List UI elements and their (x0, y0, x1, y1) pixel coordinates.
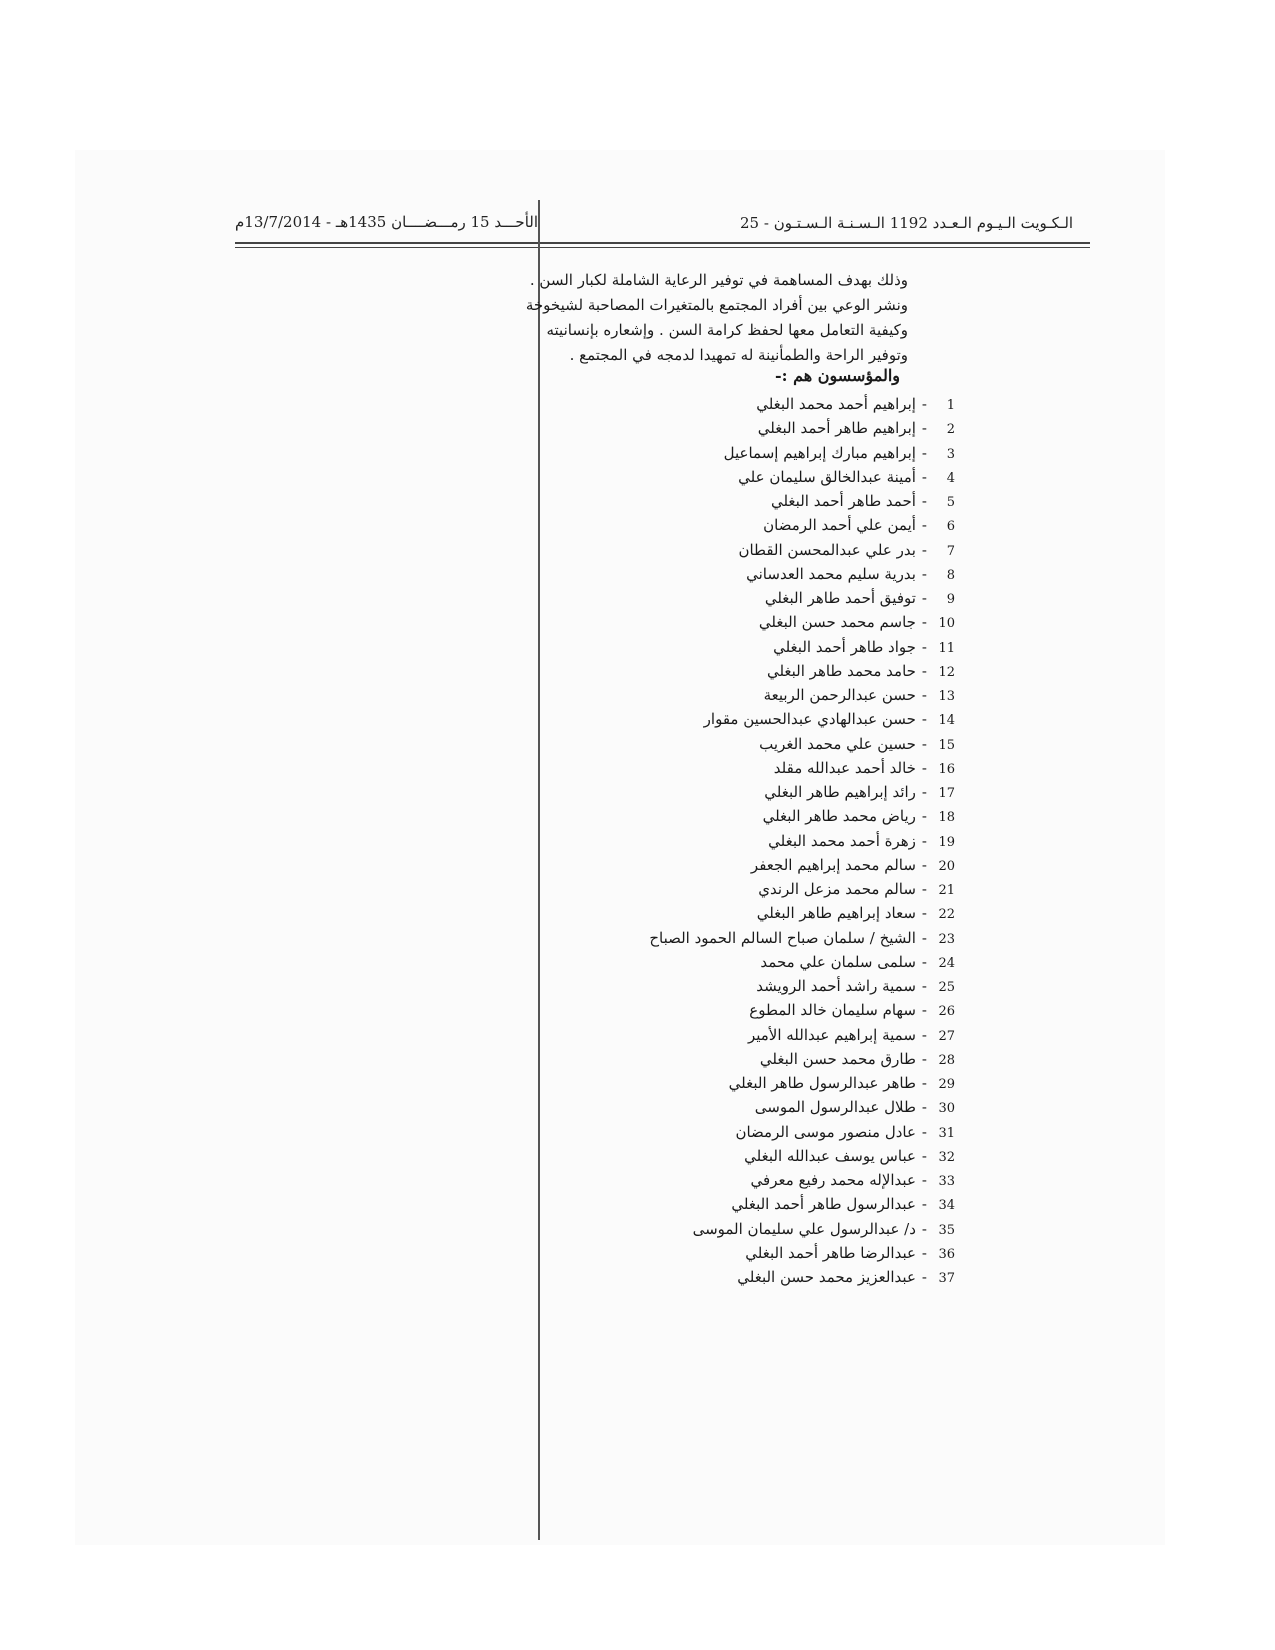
dash-separator: - (921, 467, 927, 486)
header-date: الأحـــد 15 رمـــضــــان 1435هـ - 13/7/2014م (235, 213, 538, 231)
member-number: 1 (946, 398, 955, 413)
member-number: 32 (938, 1149, 955, 1165)
founders-heading: والمؤسسون هم :- (774, 366, 900, 385)
dash-separator: - (921, 1001, 927, 1020)
member-name: رائد إبراهيم طاهر البغلي (764, 783, 916, 801)
member-name: سلمى سلمان علي محمد (760, 952, 916, 971)
header-publication: الـكـويت الـيـوم الـعـدد 1192 الـسـنـة الـسـتـون - 25 (740, 214, 1074, 232)
member-name: عباس يوسف عبدالله البغلي (744, 1146, 916, 1165)
dash-separator: - (921, 904, 927, 923)
member-number: 35 (938, 1222, 955, 1238)
founders-list (649, 392, 955, 1289)
list-item (649, 707, 955, 731)
intro-line: وذلك بهدف المساهمة في توفير الرعاية الشاملة لكبار السن . (529, 271, 908, 289)
list-item (649, 804, 955, 828)
dash-separator: - (921, 661, 927, 680)
member-name: عبدالإله محمد رفيع معرفي (750, 1171, 916, 1189)
dash-separator: - (921, 1122, 927, 1141)
member-name: عبدالعزيز محمد حسن البغلي (737, 1268, 916, 1286)
list-item (649, 926, 955, 950)
member-name: بدر علي عبدالمحسن القطان (738, 540, 916, 559)
member-number: 10 (938, 616, 955, 632)
dash-separator: - (921, 395, 927, 413)
dash-separator: - (921, 589, 927, 607)
dash-separator: - (921, 443, 927, 462)
member-name: حسين علي محمد الغريب (759, 734, 916, 753)
list-item (649, 538, 955, 562)
dash-separator: - (921, 1243, 927, 1262)
dash-separator: - (921, 419, 927, 438)
member-name: أمينة عبدالخالق سليمان علي (738, 467, 916, 486)
member-number: 33 (938, 1174, 955, 1189)
member-number: 7 (946, 543, 955, 559)
list-item (649, 732, 955, 756)
member-name: زهرة أحمد محمد البغلي (768, 831, 916, 850)
list-item (649, 950, 955, 974)
list-item (649, 1217, 955, 1241)
member-number: 30 (938, 1101, 955, 1117)
list-item (649, 1192, 955, 1216)
dash-separator: - (921, 1195, 927, 1214)
dash-separator: - (921, 1219, 927, 1238)
member-number: 21 (938, 883, 955, 898)
member-name: خالد أحمد عبدالله مقلد (773, 758, 916, 777)
member-name: سمية إبراهيم عبدالله الأمير (747, 1025, 916, 1044)
member-name: سالم محمد مزعل الرندي (758, 880, 916, 898)
dash-separator: - (921, 855, 927, 874)
member-name: إبراهيم أحمد محمد البغلي (756, 395, 916, 413)
member-number: 5 (946, 495, 955, 510)
member-number: 9 (946, 592, 955, 607)
member-name: إبراهيم مبارك إبراهيم إسماعيل (723, 443, 916, 462)
header-rule (235, 242, 1090, 244)
member-number: 29 (938, 1077, 955, 1092)
list-item (649, 1265, 955, 1289)
dash-separator: - (921, 710, 927, 729)
dash-separator: - (921, 1268, 927, 1286)
list-item (649, 1241, 955, 1265)
dash-separator: - (921, 613, 927, 632)
member-number: 15 (938, 737, 955, 753)
member-number: 20 (938, 858, 955, 874)
member-name: حامد محمد طاهر البغلي (766, 661, 916, 680)
member-name: عبدالرسول طاهر أحمد البغلي (731, 1195, 916, 1214)
column-fold-line (538, 200, 540, 1540)
member-number: 8 (946, 567, 955, 583)
dash-separator: - (921, 977, 927, 995)
intro-line: ونشر الوعي بين أفراد المجتمع بالمتغيرات المصاحبة لشيخوخة (525, 296, 908, 314)
list-item (649, 853, 955, 877)
member-name: طلال عبدالرسول الموسى (754, 1098, 916, 1117)
dash-separator: - (921, 1098, 927, 1117)
member-number: 26 (938, 1004, 955, 1020)
dash-separator: - (921, 928, 927, 947)
list-item (649, 756, 955, 780)
list-item (649, 562, 955, 586)
member-name: إبراهيم طاهر أحمد البغلي (757, 419, 916, 438)
member-number: 23 (938, 931, 955, 947)
member-name: أيمن علي أحمد الرمضان (763, 516, 916, 535)
list-item (649, 1047, 955, 1071)
dash-separator: - (921, 686, 927, 704)
member-number: 17 (938, 786, 955, 801)
list-item (649, 1071, 955, 1095)
member-name: عادل منصور موسى الرمضان (735, 1122, 916, 1141)
member-name: رياض محمد طاهر البغلي (762, 807, 916, 826)
dash-separator: - (921, 637, 927, 656)
dash-separator: - (921, 540, 927, 559)
member-name: سعاد إبراهيم طاهر البغلي (756, 904, 916, 923)
dash-separator: - (921, 516, 927, 535)
member-name: طارق محمد حسن البغلي (759, 1049, 916, 1068)
member-name: الشيخ / سلمان صباح السالم الحمود الصباح (649, 928, 916, 947)
dash-separator: - (921, 952, 927, 971)
list-item (649, 1168, 955, 1192)
member-name: بدرية سليم محمد العدساني (746, 564, 916, 583)
dash-separator: - (921, 1146, 927, 1165)
member-name: جاسم محمد حسن البغلي (758, 613, 916, 632)
member-number: 19 (938, 834, 955, 850)
dash-separator: - (921, 492, 927, 510)
list-item (649, 683, 955, 707)
dash-separator: - (921, 1171, 927, 1189)
list-item (649, 610, 955, 634)
member-name: طاهر عبدالرسول طاهر البغلي (728, 1074, 916, 1092)
list-item (649, 441, 955, 465)
member-name: د/ عبدالرسول علي سليمان الموسى (692, 1219, 916, 1238)
list-item (649, 1144, 955, 1168)
list-item (649, 513, 955, 537)
intro-line: وتوفير الراحة والطمأنينة له تمهيدا لدمجه في المجتمع . (569, 346, 908, 364)
dash-separator: - (921, 831, 927, 850)
dash-separator: - (921, 564, 927, 583)
member-number: 6 (946, 519, 955, 535)
member-name: حسن عبدالهادي عبدالحسين مقوار (703, 710, 916, 729)
list-item (649, 1023, 955, 1047)
member-number: 13 (938, 689, 955, 704)
list-item (649, 829, 955, 853)
list-item (649, 586, 955, 610)
member-number: 22 (938, 907, 955, 923)
list-item (649, 1095, 955, 1119)
member-number: 16 (938, 761, 955, 777)
member-name: عبدالرضا طاهر أحمد البغلي (745, 1243, 916, 1262)
member-name: حسن عبدالرحمن الربيعة (763, 686, 916, 704)
list-item (649, 392, 955, 416)
list-item (649, 1120, 955, 1144)
intro-line: وكيفية التعامل معها لحفظ كرامة السن . وإشعاره بإنسانيته (546, 321, 908, 339)
dash-separator: - (921, 734, 927, 753)
member-number: 36 (938, 1246, 955, 1262)
member-number: 24 (938, 955, 955, 971)
list-item (649, 416, 955, 440)
dash-separator: - (921, 1025, 927, 1044)
list-item (649, 489, 955, 513)
member-number: 18 (938, 810, 955, 826)
member-number: 4 (946, 470, 955, 486)
list-item (649, 780, 955, 804)
member-name: سمية راشد أحمد الرويشد (756, 977, 916, 995)
member-number: 14 (938, 713, 955, 729)
dash-separator: - (921, 783, 927, 801)
member-number: 11 (938, 640, 955, 656)
list-item (649, 998, 955, 1022)
member-name: سالم محمد إبراهيم الجعفر (750, 855, 916, 874)
member-name: سهام سليمان خالد المطوع (749, 1001, 916, 1020)
dash-separator: - (921, 1049, 927, 1068)
member-name: توفيق أحمد طاهر البغلي (764, 589, 916, 607)
header-rule-thin (235, 247, 1090, 248)
member-number: 34 (938, 1198, 955, 1214)
member-name: جواد طاهر أحمد البغلي (773, 637, 916, 656)
member-name: أحمد طاهر أحمد البغلي (770, 492, 916, 510)
intro-paragraph (488, 268, 908, 368)
dash-separator: - (921, 758, 927, 777)
member-number: 37 (938, 1271, 955, 1286)
list-item (649, 901, 955, 925)
member-number: 31 (938, 1125, 955, 1141)
member-number: 25 (938, 980, 955, 995)
member-number: 3 (946, 446, 955, 462)
member-number: 28 (938, 1052, 955, 1068)
dash-separator: - (921, 880, 927, 898)
list-item (649, 465, 955, 489)
member-number: 12 (938, 664, 955, 680)
list-item (649, 877, 955, 901)
dash-separator: - (921, 1074, 927, 1092)
list-item (649, 659, 955, 683)
list-item (649, 635, 955, 659)
dash-separator: - (921, 807, 927, 826)
list-item (649, 974, 955, 998)
member-number: 27 (938, 1028, 955, 1044)
member-number: 2 (946, 422, 955, 438)
